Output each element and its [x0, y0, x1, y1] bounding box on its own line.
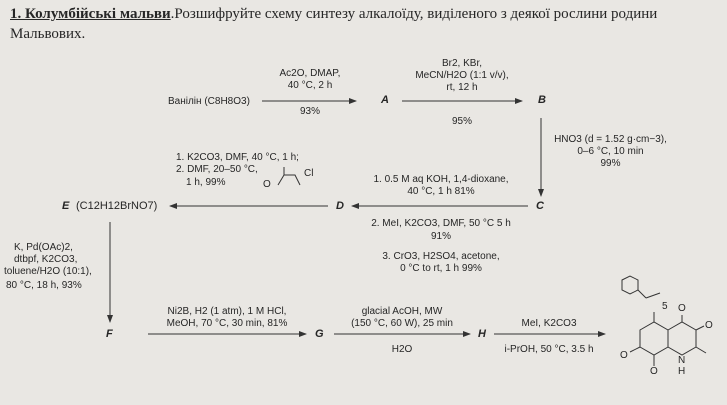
product-carbonyl-oxygen: O [678, 303, 686, 314]
product-methoxy-oxygen-7: O [620, 350, 628, 361]
step5-line2: 2. DMF, 20–50 °C, [176, 164, 258, 175]
step3-conditions: 0–6 °C, 10 min [577, 146, 644, 157]
step5-line3: 1 h, 99% [186, 177, 226, 188]
step8-line2: (150 °C, 60 W), 25 min [351, 318, 453, 329]
step3-yield: 99% [600, 158, 621, 169]
step1-yield: 93% [299, 106, 320, 117]
product-methoxy-oxygen-8: O [650, 366, 658, 377]
vanillin-label: Ванілін (C8H8O3) [168, 96, 250, 107]
step4-line4: 91% [430, 231, 451, 242]
step3-reagent: HNO3 (d = 1.52 g·cm−3), [554, 134, 667, 145]
step5-line1: 1. K2CO3, DMF, 40 °C, 1 h; [176, 152, 299, 163]
chloroacetone-oxygen: O [263, 179, 271, 190]
problem-text: .Розшифруйте схему синтезу алкалоїду, виділеного з деякої рослини родини Мальвових. [10, 6, 658, 42]
step1-reagents: Ac2O, DMAP, [279, 68, 341, 79]
product-nitrogen: N [678, 355, 686, 366]
step8-solvent: H2O [391, 344, 413, 355]
problem-number: 1. Колумбійські мальви [10, 6, 171, 22]
step4-line3: 2. MeI, K2CO3, DMF, 50 °C 5 h [371, 218, 511, 229]
step4-line2: 40 °C, 1 h 81% [407, 186, 475, 197]
step4-line6: 0 °C to rt, 1 h 99% [400, 263, 482, 274]
compound-C: C [536, 200, 544, 212]
step4-line5: 3. CrO3, H2SO4, acetone, [382, 251, 500, 262]
step2-yield: 95% [451, 116, 472, 127]
step9-reagents: MeI, K2CO3 [521, 318, 577, 329]
step8-line1: glacial AcOH, MW [361, 306, 443, 317]
compound-A: A [381, 94, 389, 106]
step6-line4: 80 °C, 18 h, 93% [6, 280, 82, 291]
step4-line1: 1. 0.5 M aq KOH, 1,4-dioxane, [373, 174, 509, 185]
product-chain-subscript: 5 [662, 301, 668, 312]
compound-H: H [478, 328, 486, 340]
compound-E-formula: (C12H12BrNO7) [76, 200, 158, 212]
step7-line1: Ni2B, H2 (1 atm), 1 M HCl, [167, 306, 287, 317]
product-nh-hydrogen: H [678, 366, 686, 377]
chloroacetone-structure [278, 167, 300, 185]
step6-line2: dtbpf, K2CO3, [14, 254, 78, 265]
step1-conditions: 40 °C, 2 h [287, 80, 333, 91]
compound-F: F [106, 328, 113, 340]
compound-G: G [315, 328, 324, 340]
product-methoxy-oxygen-3: O [705, 320, 713, 331]
step9-conditions: i-PrOH, 50 °C, 3.5 h [504, 344, 594, 355]
compound-E: E [62, 200, 70, 212]
step2-solvent: MeCN/H2O (1:1 v/v), [415, 70, 509, 81]
step7-line2: MeOH, 70 °C, 30 min, 81% [166, 318, 288, 329]
compound-D: D [336, 200, 344, 212]
chloroacetone-chlorine: Cl [304, 168, 314, 179]
step2-conditions: rt, 12 h [446, 82, 478, 93]
step6-line3: toluene/H2O (10:1), [4, 266, 92, 277]
step6-line1: K, Pd(OAc)2, [14, 242, 73, 253]
compound-B: B [538, 94, 546, 106]
step2-reagents: Br2, KBr, [441, 58, 482, 69]
product-structure [622, 276, 706, 366]
